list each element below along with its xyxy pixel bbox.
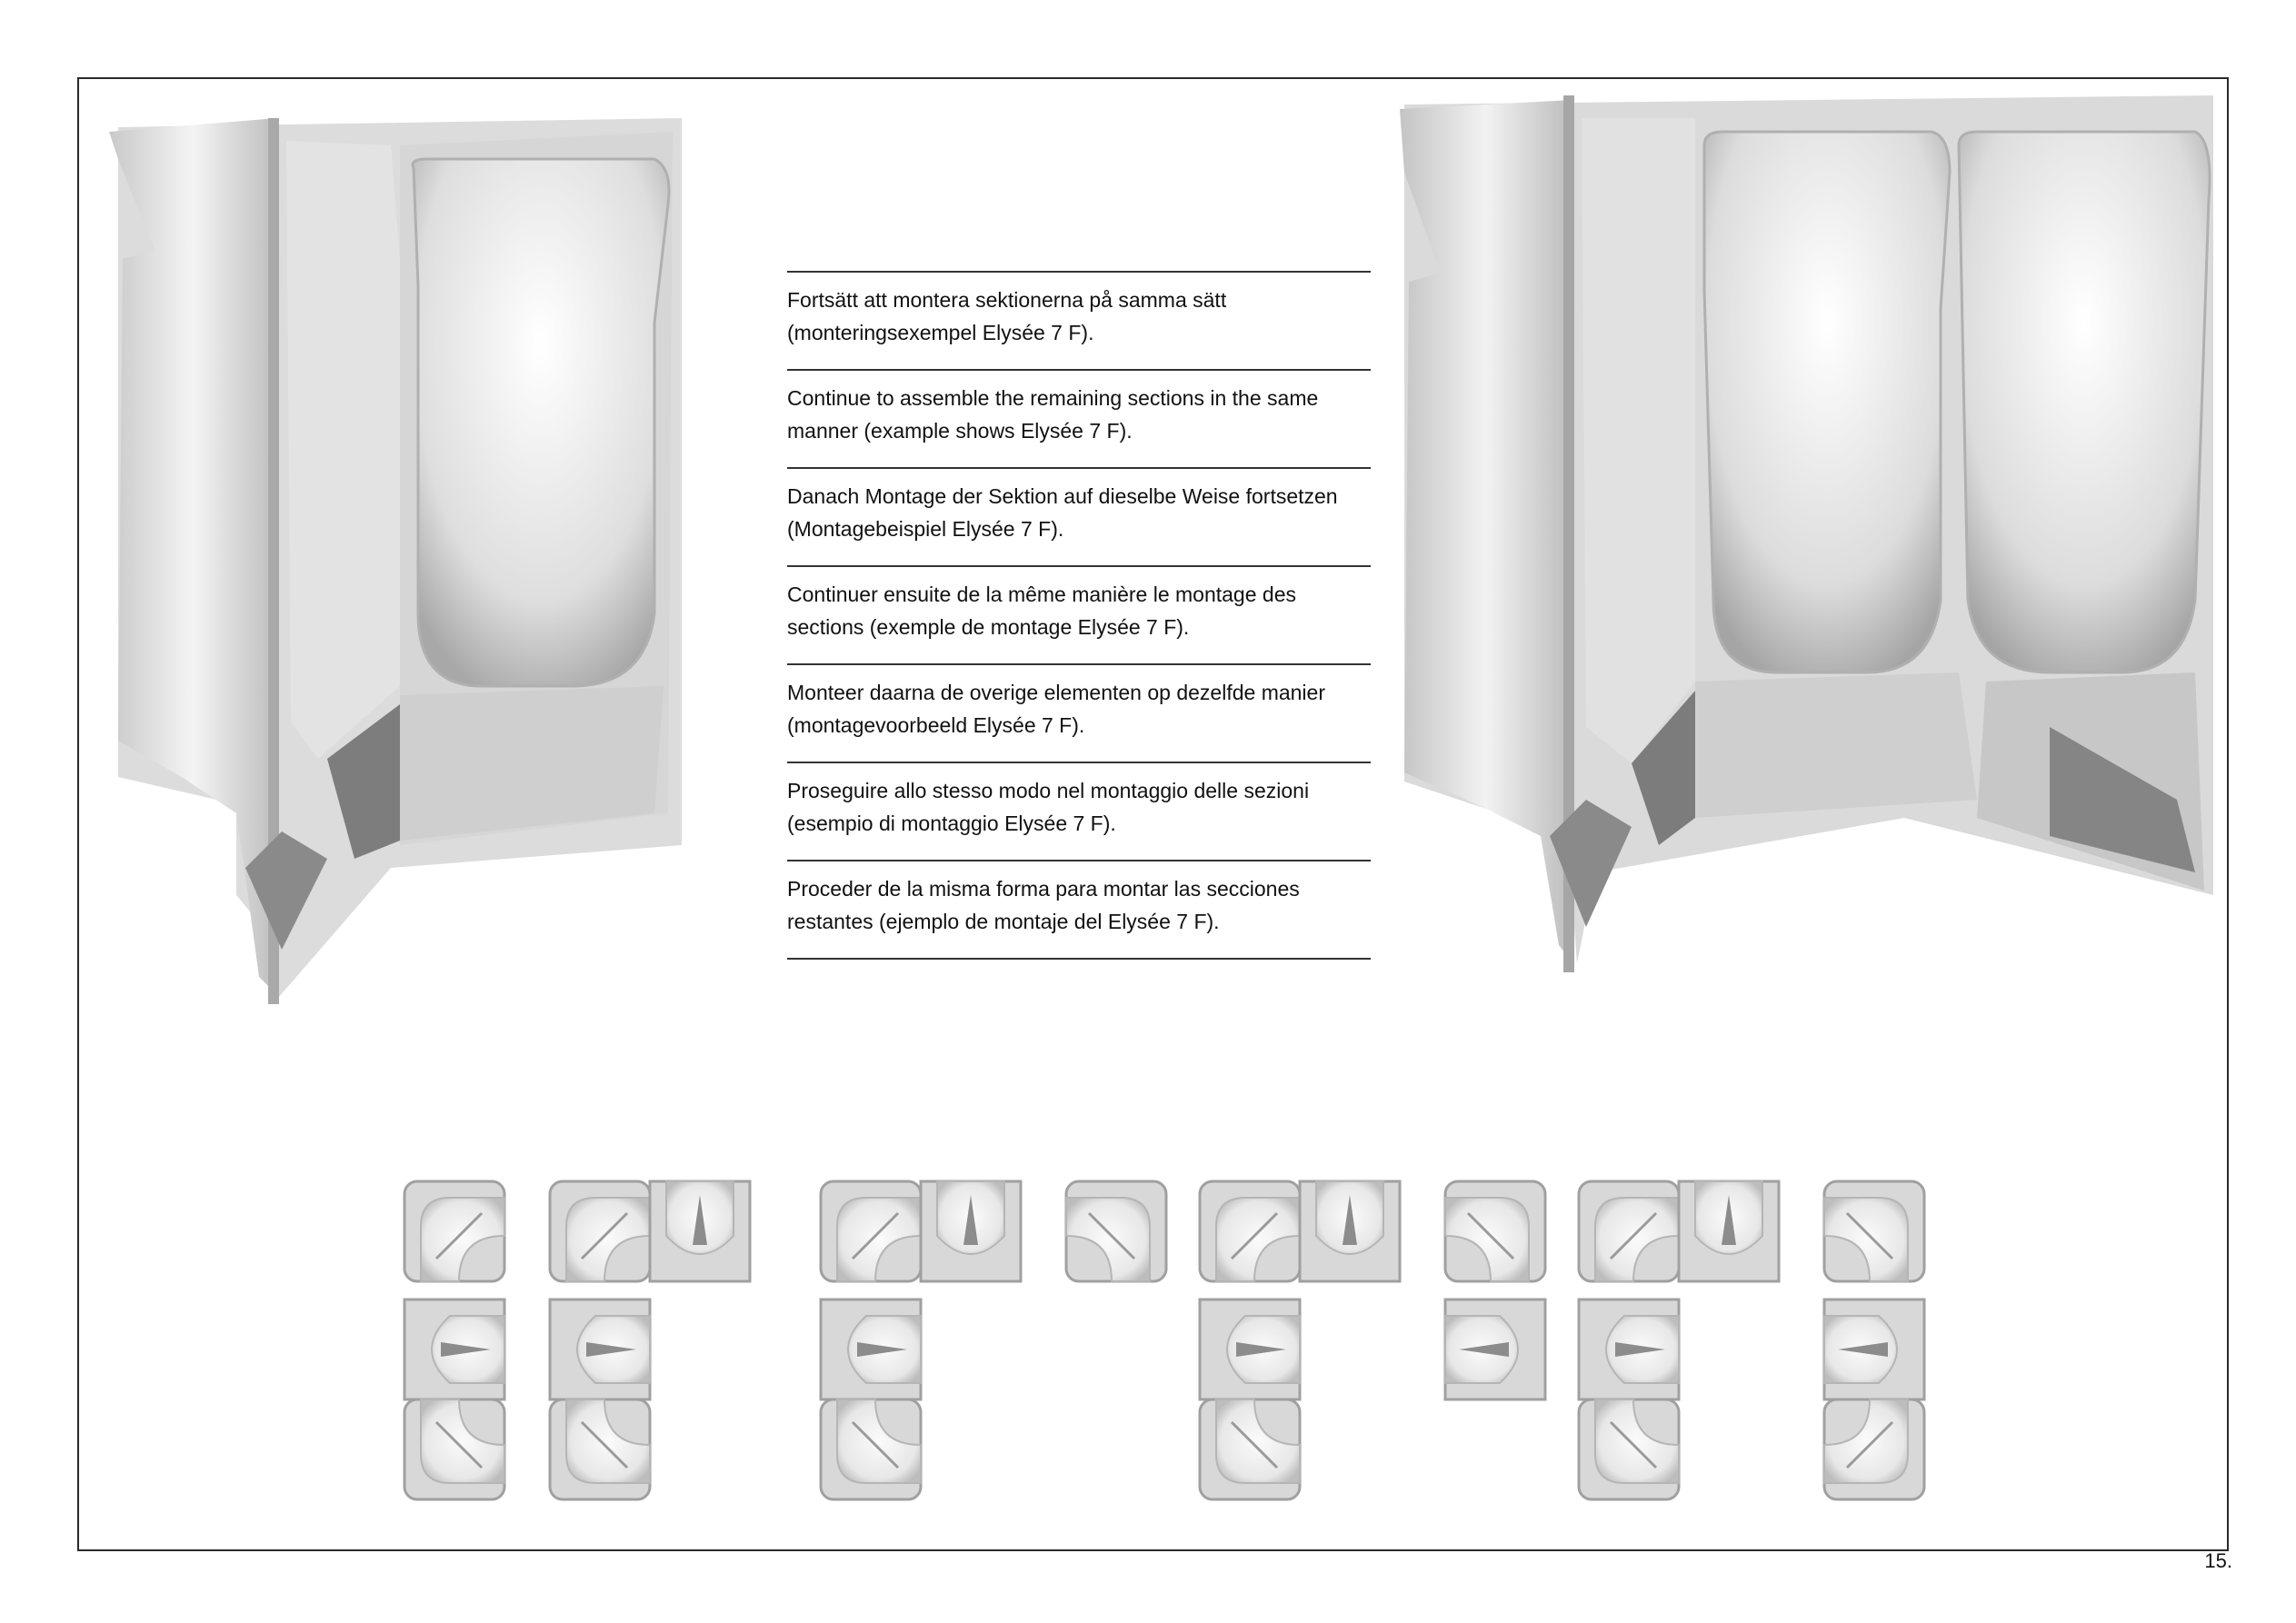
instruction-en: Continue to assemble the remaining sections in the same manner (example shows Elysée 7 F). bbox=[787, 371, 1371, 469]
instruction-es: Proceder de la misma forma para montar las secciones restantes (ejemplo de montaje del Elysée 7 F). bbox=[787, 861, 1371, 960]
instruction-de: Danach Montage der Sektion auf dieselbe Weise fortsetzen (Montagebeispiel Elysée 7 F). bbox=[787, 469, 1371, 567]
page-number: 15. bbox=[2204, 1549, 2232, 1572]
instruction-it: Proseguire allo stesso modo nel montaggio delle sezioni (esempio di montaggio Elysée 7 F). bbox=[787, 763, 1371, 861]
instruction-list bbox=[787, 271, 1371, 960]
instruction-nl: Monteer daarna de overige elementen op dezelfde manier (montagevoorbeeld Elysée 7 F). bbox=[787, 665, 1371, 763]
two-section-illustration bbox=[100, 105, 754, 1004]
instruction-fr: Continuer ensuite de la même manière le montage des sections (exemple de montage Elysée 7 F). bbox=[787, 567, 1371, 665]
three-section-illustration bbox=[1395, 91, 2222, 981]
instruction-sv: Fortsätt att montera sektionerna på samma sätt (monteringsexempel Elysée 7 F). bbox=[787, 273, 1371, 371]
